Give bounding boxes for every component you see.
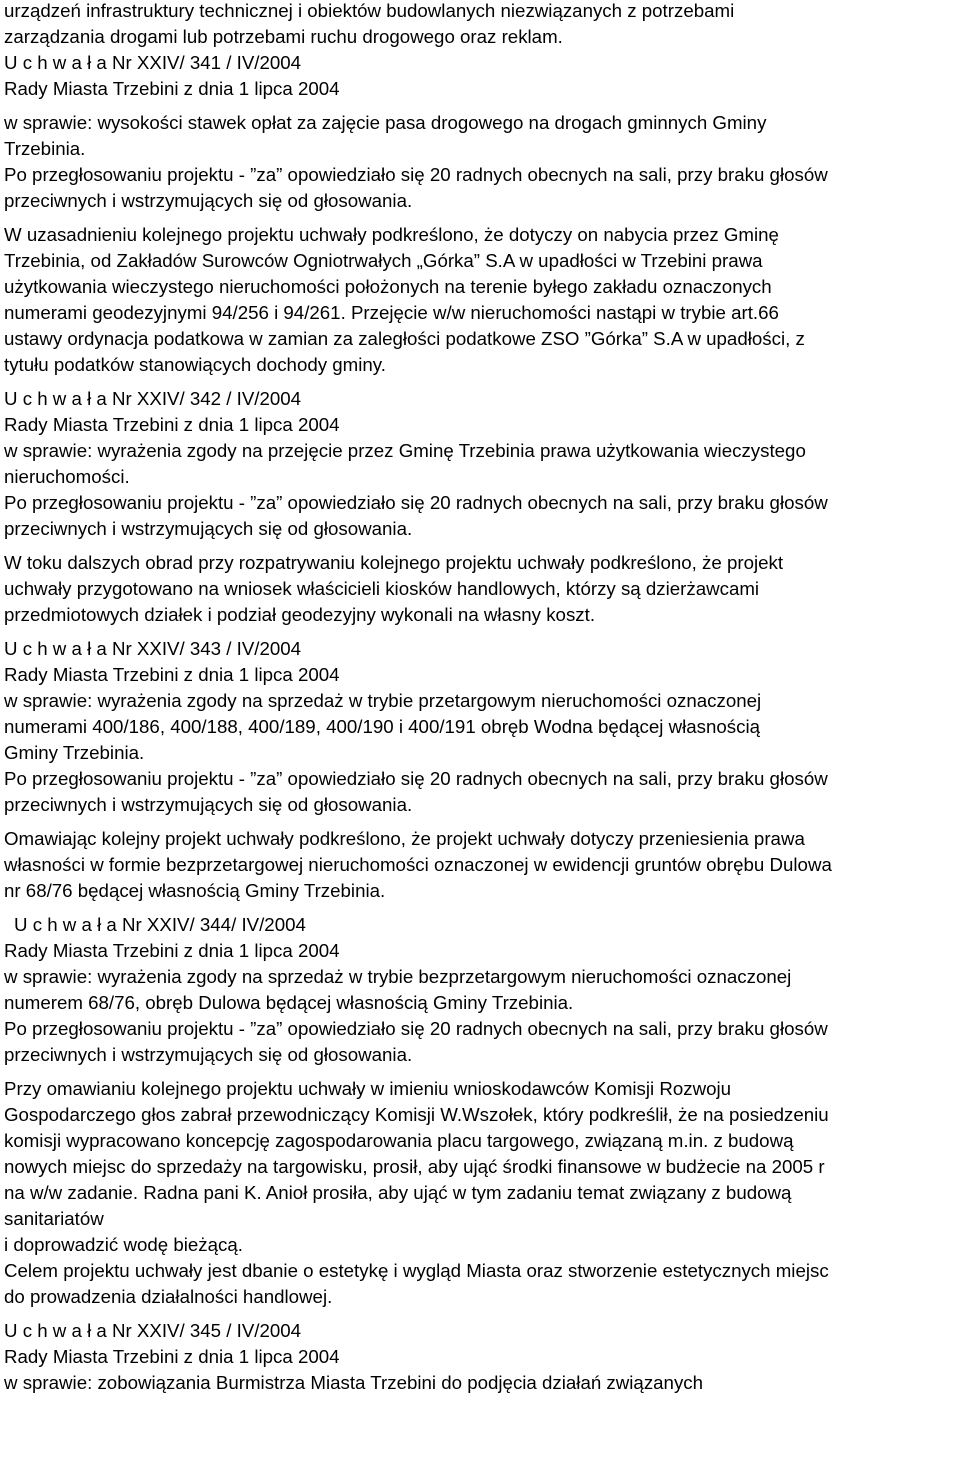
- resolution-title: U c h w a ł a Nr XXIV/ 345 / IV/2004: [4, 1320, 302, 1341]
- vote-result: przeciwnych i wstrzymujących się od głosowania.: [4, 794, 413, 815]
- resolution-title: U c h w a ł a Nr XXIV/ 343 / IV/2004: [4, 638, 302, 659]
- paragraph-line: do prowadzenia działalności handlowej.: [4, 1286, 333, 1307]
- vote-result: Po przegłosowaniu projektu - ”za” opowiedziało się 20 radnych obecnych na sali, przy braku głosów: [4, 492, 828, 513]
- resolution-subject: nieruchomości.: [4, 466, 130, 487]
- resolution-council-date: Rady Miasta Trzebini z dnia 1 lipca 2004: [4, 664, 340, 685]
- paragraph-line: na w/w zadanie. Radna pani K. Anioł prosiła, aby ująć w tym zadaniu temat związany z budową: [4, 1182, 792, 1203]
- vote-result: Po przegłosowaniu projektu - ”za” opowiedziało się 20 radnych obecnych na sali, przy braku głosów: [4, 1018, 828, 1039]
- paragraph-line: użytkowania wieczystego nieruchomości położonych na terenie byłego zakładu oznaczonych: [4, 276, 772, 297]
- paragraph-line: tytułu podatków stanowiących dochody gminy.: [4, 354, 386, 375]
- paragraph-line: sanitariatów: [4, 1208, 104, 1229]
- paragraph-line: i doprowadzić wodę bieżącą.: [4, 1234, 243, 1255]
- vote-result: Po przegłosowaniu projektu - ”za” opowiedziało się 20 radnych obecnych na sali, przy braku głosów: [4, 164, 828, 185]
- text-line: zarządzania drogami lub potrzebami ruchu drogowego oraz reklam.: [4, 26, 563, 47]
- resolution-subject: Trzebinia.: [4, 138, 86, 159]
- paragraph-line: ustawy ordynacja podatkowa w zamian za zaległości podatkowe ZSO ”Górka” S.A w upadłości, z: [4, 328, 805, 349]
- resolution-title: U c h w a ł a Nr XXIV/ 342 / IV/2004: [4, 388, 302, 409]
- paragraph-line: nr 68/76 będącej własnością Gminy Trzebinia.: [4, 880, 386, 901]
- text-line: urządzeń infrastruktury technicznej i obiektów budowlanych niezwiązanych z potrzebami: [4, 0, 735, 21]
- paragraph-line: własności w formie bezprzetargowej nieruchomości oznaczonej w ewidencji gruntów obrębu Dulowa: [4, 854, 832, 875]
- paragraph-line: Omawiając kolejny projekt uchwały podkreślono, że projekt uchwały dotyczy przeniesienia prawa: [4, 828, 805, 849]
- resolution-council-date: Rady Miasta Trzebini z dnia 1 lipca 2004: [4, 78, 340, 99]
- resolution-subject: Gminy Trzebinia.: [4, 742, 145, 763]
- paragraph-line: uchwały przygotowano na wniosek właścicieli kiosków handlowych, którzy są dzierżawcami: [4, 578, 760, 599]
- paragraph-line: przedmiotowych działek i podział geodezyjny wykonali na własny koszt.: [4, 604, 596, 625]
- paragraph-line: Przy omawianiu kolejnego projektu uchwały w imieniu wnioskodawców Komisji Rozwoju: [4, 1078, 732, 1099]
- resolution-council-date: Rady Miasta Trzebini z dnia 1 lipca 2004: [4, 1346, 340, 1367]
- paragraph-line: numerami geodezyjnymi 94/256 i 94/261. Przejęcie w/w nieruchomości nastąpi w trybie art.66: [4, 302, 779, 323]
- vote-result: przeciwnych i wstrzymujących się od głosowania.: [4, 190, 413, 211]
- resolution-subject: w sprawie: wysokości stawek opłat za zajęcie pasa drogowego na drogach gminnych Gminy: [4, 112, 767, 133]
- resolution-subject: numerami 400/186, 400/188, 400/189, 400/190 i 400/191 obręb Wodna będącej własnością: [4, 716, 761, 737]
- paragraph-line: komisji wypracowano koncepcję zagospodarowania placu targowego, związaną m.in. z budową: [4, 1130, 794, 1151]
- resolution-title: U c h w a ł a Nr XXIV/ 341 / IV/2004: [4, 52, 302, 73]
- resolution-subject: w sprawie: wyrażenia zgody na przejęcie przez Gminę Trzebinia prawa użytkowania wieczystego: [4, 440, 806, 461]
- paragraph-line: nowych miejsc do sprzedaży na targowisku, prosił, aby ująć środki finansowe w budżecie na 2005 r: [4, 1156, 825, 1177]
- paragraph-line: Celem projektu uchwały jest dbanie o estetykę i wygląd Miasta oraz stworzenie estetycznych miejsc: [4, 1260, 829, 1281]
- vote-result: przeciwnych i wstrzymujących się od głosowania.: [4, 1044, 413, 1065]
- paragraph-line: Trzebinia, od Zakładów Surowców Ogniotrwałych „Górka” S.A w upadłości w Trzebini prawa: [4, 250, 763, 271]
- resolution-subject: numerem 68/76, obręb Dulowa będącej własnością Gminy Trzebinia.: [4, 992, 574, 1013]
- paragraph-line: W toku dalszych obrad przy rozpatrywaniu kolejnego projektu uchwały podkreślono, że projekt: [4, 552, 784, 573]
- resolution-council-date: Rady Miasta Trzebini z dnia 1 lipca 2004: [4, 940, 340, 961]
- vote-result: przeciwnych i wstrzymujących się od głosowania.: [4, 518, 413, 539]
- resolution-subject: w sprawie: zobowiązania Burmistrza Miasta Trzebini do podjęcia działań związanych: [4, 1372, 704, 1393]
- resolution-title: U c h w a ł a Nr XXIV/ 344/ IV/2004: [14, 914, 306, 935]
- vote-result: Po przegłosowaniu projektu - ”za” opowiedziało się 20 radnych obecnych na sali, przy braku głosów: [4, 768, 828, 789]
- resolution-subject: w sprawie: wyrażenia zgody na sprzedaż w trybie przetargowym nieruchomości oznaczonej: [4, 690, 762, 711]
- paragraph-line: W uzasadnieniu kolejnego projektu uchwały podkreślono, że dotyczy on nabycia przez Gminę: [4, 224, 779, 245]
- resolution-council-date: Rady Miasta Trzebini z dnia 1 lipca 2004: [4, 414, 340, 435]
- resolution-subject: w sprawie: wyrażenia zgody na sprzedaż w trybie bezprzetargowym nieruchomości oznaczonej: [4, 966, 792, 987]
- paragraph-line: Gospodarczego głos zabrał przewodniczący Komisji W.Wszołek, który podkreślił, że na posiedzeniu: [4, 1104, 829, 1125]
